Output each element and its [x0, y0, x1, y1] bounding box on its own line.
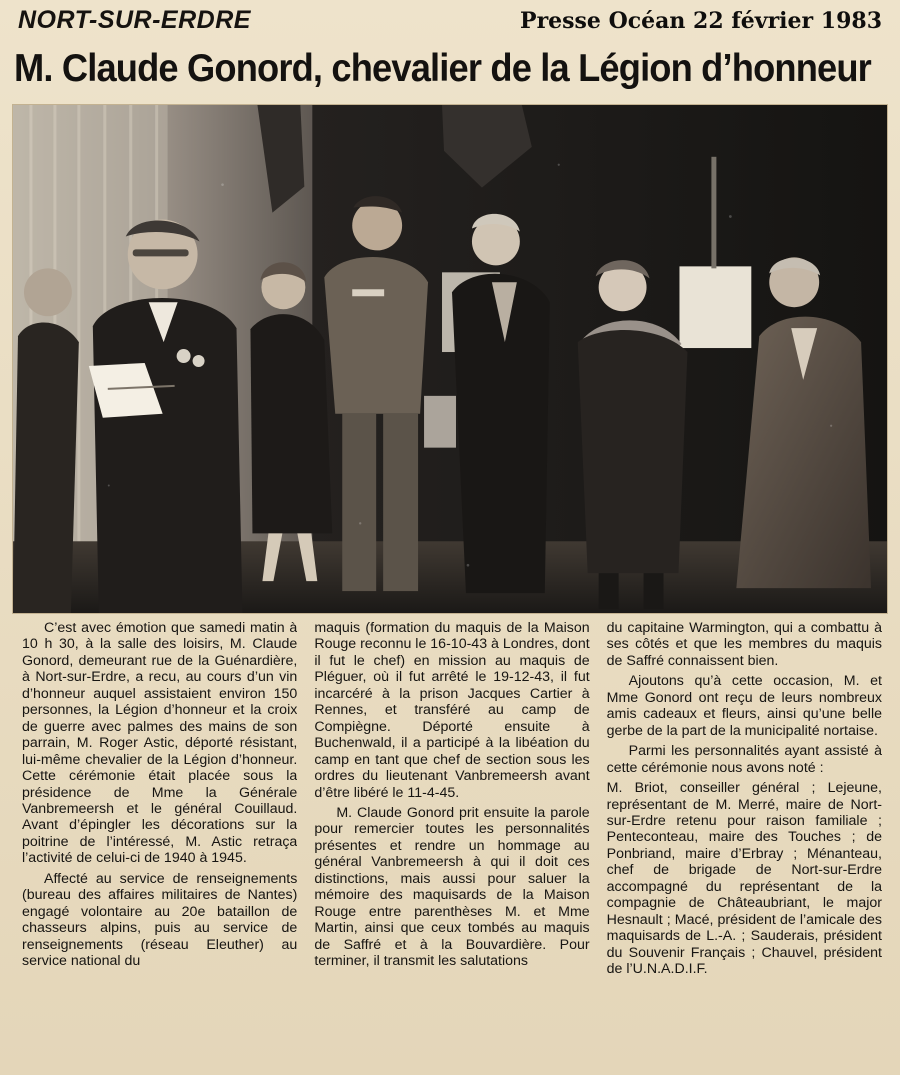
paragraph-personalities-list: M. Briot, conseiller général ; Lejeune, représentant de M. Merré, maire de Nort-sur-Erdre retenu pour raison familiale ; Penteconteau, maire des Touches ; de Ponbriand, maire d’Erbray ; Ménanteau, chef de brigade de Nort-sur-Erdre accompagné du représentant de la compagnie de Châteaubriant, le major Hesnault ; Macé, président de l’amicale des maquisards de L.-A. ; Sauderais, président du Souvenir Français ; Chauvel, président de l’U.N.A.D.I.F.	[606, 780, 882, 978]
article-column-1	[22, 620, 297, 1065]
paragraph-maquis-history: maquis (formation du maquis de la Maison Rouge reconnu le 16-10-43 à Londres, dont il fut le chef) en mission au maquis de Pléguer, où il fut arrêté le 19-12-43, il fut incarcéré à la prison Jacques Cartier à Rennes, et transféré au camp de Compiègne. Déporté ensuite à Buchenwald, il a participé à la libéation du camp en tant que chef de section sous les ordres du lieutenant Vanbremeersh avant d’être libéré le 11-4-45.	[314, 620, 590, 801]
paragraph-gifts: Ajoutons qu’à cette occasion, M. et Mme Gonord ont reçu de leurs nombreux amis cadeaux et fleurs, ainsi qu’une belle gerbe de la part de la municipalité nortaise.	[606, 673, 882, 739]
paragraph-service-history: Affecté au service de renseignements (bureau des affaires militaires de Nantes) engagé volontaire au 20e bataillon de chasseurs alpins, puis au service de renseignements (réseau Eleuther) au service national du	[22, 870, 298, 970]
paragraph-gonord-speech: M. Claude Gonord prit ensuite la parole pour remercier toutes les personnalités présentes et rendre un hommage au général Vanbremeersh à qui il doit ces distinctions, mais aussi pour saluer la mémoire des maquisards de la Maison Rouge entre parenthèses M. et Mme Martin, ainsi que ceux tombés au maquis de Saffré et à la Bouvardière. Pour terminer, il transmit les salutations	[314, 804, 590, 970]
lamp-shade	[679, 266, 751, 348]
article-text-columns	[22, 620, 882, 1065]
article-column-3	[607, 620, 882, 1065]
newspaper-source-date: Presse Océan 22 février 1983	[520, 8, 882, 34]
article-headline: M. Claude Gonord, chevalier de la Légion d’honneur	[14, 47, 871, 90]
paragraph-personalities-intro: Parmi les personnalités ayant assisté à cette cérémonie nous avons noté :	[606, 743, 882, 776]
article-column-2	[314, 620, 589, 1065]
ceremony-photo	[12, 104, 888, 614]
paragraph-captain-warmington: du capitaine Warmington, qui a combattu à ses côtés et que les membres du maquis de Saffré connaissent bien.	[606, 620, 882, 669]
stand-card	[424, 396, 456, 448]
location-kicker: NORT-SUR-ERDRE	[18, 6, 251, 34]
ceremony-photo-illustration	[13, 105, 887, 613]
lamp-stand	[711, 157, 716, 269]
paragraph-opening: C’est avec émotion que samedi matin à 10 h 30, à la salle des loisirs, M. Claude Gonord, demeurant rue de la Guénardière, à Nort-sur-Erdre, a recu, au cours d’un vin d’honneur auquel assistaient environ 150 personnes, la Légion d’honneur et la croix de guerre avec palmes des mains de son parrain, M. Roger Astic, déporté résistant, lui-même chevalier de la Légion d’honneur. Cette cérémonie était placée sous la présidence de Mme la Générale Vanbremeersh et le général Couillaud. Avant d’épingler les décorations sur la poitrine de l’intéressé, M. Astic retraça l’activité de celui-ci de 1940 à 1945.	[22, 620, 298, 867]
